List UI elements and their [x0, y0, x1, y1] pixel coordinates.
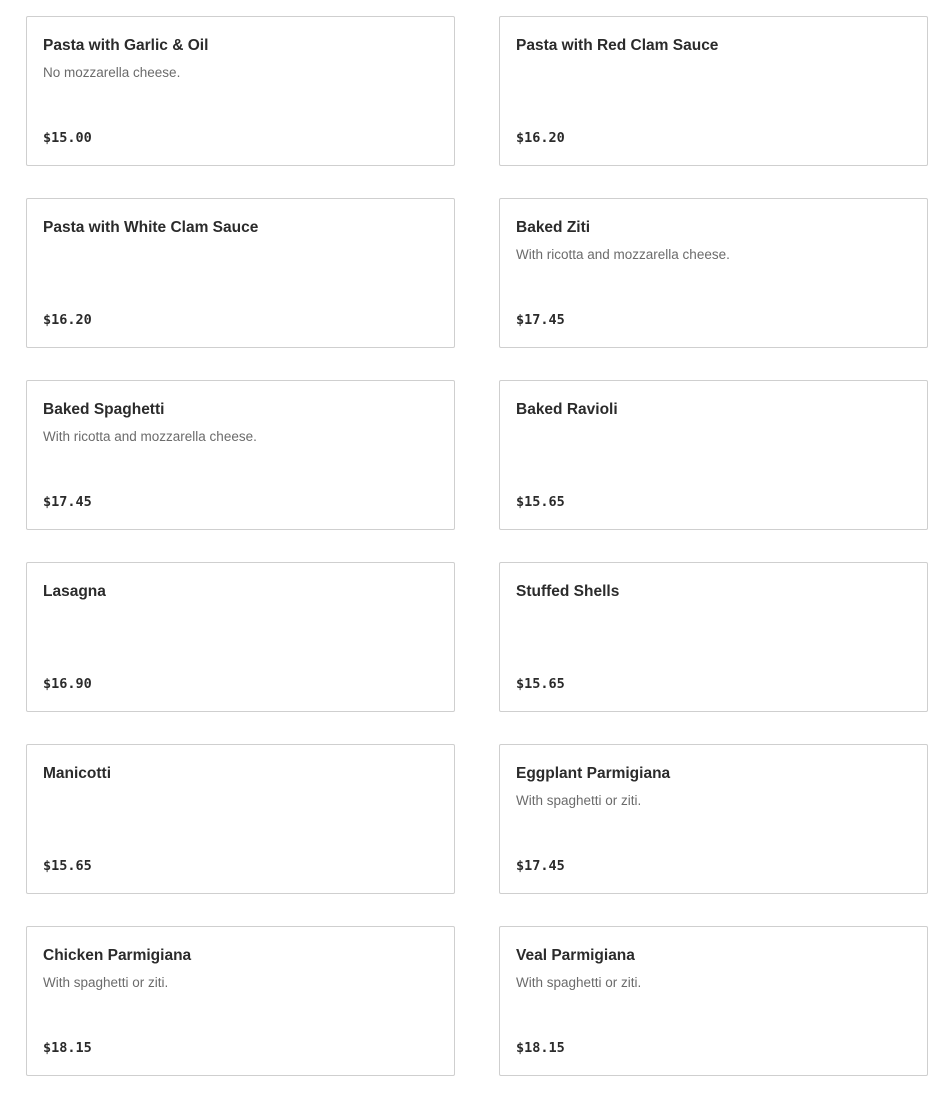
menu-item-card-manicotti[interactable]	[26, 744, 455, 894]
menu-item-description: No mozzarella cheese.	[43, 65, 181, 80]
menu-item-description: With ricotta and mozzarella cheese.	[516, 247, 730, 262]
menu-item-name: Chicken Parmigiana	[43, 947, 192, 964]
menu-item-grid	[26, 16, 928, 1076]
menu-item-name: Stuffed Shells	[516, 583, 620, 600]
menu-item-price: $15.65	[43, 858, 92, 874]
menu-item-price: $17.45	[516, 858, 565, 874]
menu-item-name: Veal Parmigiana	[516, 947, 635, 964]
menu-item-card-baked-ravioli[interactable]	[499, 380, 928, 530]
menu-item-description: With ricotta and mozzarella cheese.	[43, 429, 257, 444]
menu-item-card-chicken-parmigiana[interactable]	[26, 926, 455, 1076]
menu-item-price: $18.15	[43, 1040, 92, 1056]
menu-item-card-pasta-with-white-clam-sauce[interactable]	[26, 198, 455, 348]
menu-item-price: $16.20	[43, 312, 92, 328]
menu-item-price: $16.90	[43, 676, 92, 692]
menu-item-card-pasta-with-garlic-and-oil[interactable]	[26, 16, 455, 166]
menu-item-name: Pasta with Red Clam Sauce	[516, 37, 719, 54]
menu-item-card-eggplant-parmigiana[interactable]	[499, 744, 928, 894]
menu-item-card-veal-parmigiana[interactable]	[499, 926, 928, 1076]
menu-item-price: $18.15	[516, 1040, 565, 1056]
menu-item-name: Lasagna	[43, 583, 106, 600]
menu-item-price: $16.20	[516, 130, 565, 146]
menu-item-name: Pasta with White Clam Sauce	[43, 219, 259, 236]
menu-item-description: With spaghetti or ziti.	[516, 793, 642, 808]
menu-item-card-lasagna[interactable]	[26, 562, 455, 712]
menu-item-price: $15.00	[43, 130, 92, 146]
menu-item-name: Manicotti	[43, 765, 112, 782]
menu-item-name: Baked Spaghetti	[43, 401, 165, 418]
menu-item-card-baked-ziti[interactable]	[499, 198, 928, 348]
menu-item-description: With spaghetti or ziti.	[43, 975, 169, 990]
menu-item-price: $15.65	[516, 676, 565, 692]
menu-item-card-baked-spaghetti[interactable]	[26, 380, 455, 530]
menu-item-name: Eggplant Parmigiana	[516, 765, 671, 782]
menu-item-name: Baked Ravioli	[516, 401, 618, 418]
menu-item-name: Baked Ziti	[516, 219, 591, 236]
menu-item-card-pasta-with-red-clam-sauce[interactable]	[499, 16, 928, 166]
menu-item-price: $17.45	[516, 312, 565, 328]
menu-item-description: With spaghetti or ziti.	[516, 975, 642, 990]
menu-item-price: $15.65	[516, 494, 565, 510]
menu-item-price: $17.45	[43, 494, 92, 510]
menu-item-card-stuffed-shells[interactable]	[499, 562, 928, 712]
menu-item-name: Pasta with Garlic & Oil	[43, 37, 209, 54]
